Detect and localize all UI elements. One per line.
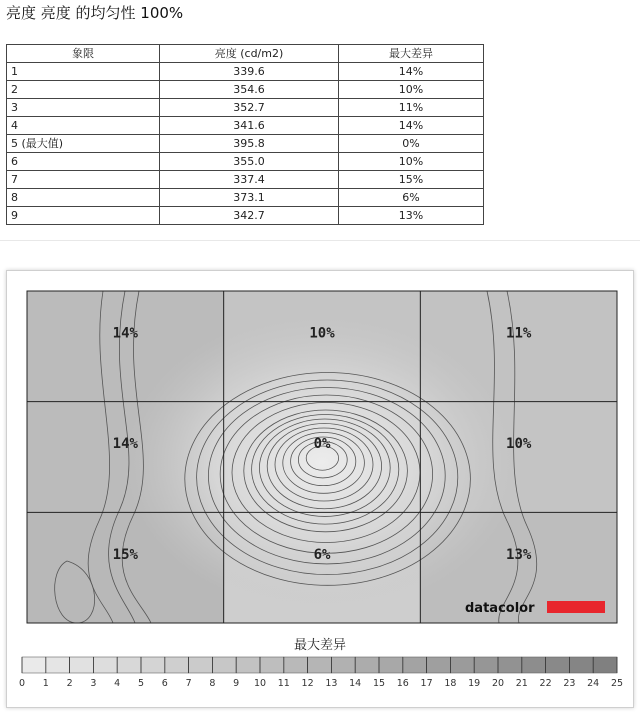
legend-tick-label: 13 bbox=[325, 678, 338, 689]
uniformity-heatmap bbox=[7, 271, 633, 707]
cell-max-diff: 15% bbox=[339, 171, 484, 189]
legend-tick-label: 17 bbox=[420, 678, 433, 689]
legend-tick-label: 24 bbox=[587, 678, 600, 689]
legend-swatch bbox=[46, 657, 70, 673]
legend-swatch bbox=[236, 657, 260, 673]
cell-quadrant: 3 bbox=[7, 99, 160, 117]
legend-tick-label: 20 bbox=[491, 678, 505, 689]
cell-luminance: 354.6 bbox=[160, 81, 339, 99]
cell-label-quadrant-1: 14% bbox=[112, 325, 138, 342]
legend-swatch bbox=[189, 657, 213, 673]
cell-max-diff: 0% bbox=[339, 135, 484, 153]
legend-tick-label: 1 bbox=[42, 678, 49, 689]
cell-quadrant: 9 bbox=[7, 207, 160, 225]
legend-tick-label: 23 bbox=[563, 678, 576, 689]
legend-swatch bbox=[260, 657, 284, 673]
legend-swatch bbox=[308, 657, 332, 673]
legend-tick-label: 25 bbox=[610, 678, 624, 689]
cell-quadrant: 8 bbox=[7, 189, 160, 207]
datacolor-logo-bar bbox=[547, 601, 605, 613]
datacolor-logo: datacolor bbox=[465, 601, 535, 616]
cell-luminance: 337.4 bbox=[160, 171, 339, 189]
legend-tick-label: 6 bbox=[161, 678, 168, 689]
legend-swatch bbox=[331, 657, 355, 673]
table-header-row bbox=[7, 45, 484, 63]
cell-quadrant: 6 bbox=[7, 153, 160, 171]
cell-quadrant: 2 bbox=[7, 81, 160, 99]
column-header-quadrant: 象限 bbox=[7, 45, 160, 63]
cell-max-diff: 14% bbox=[339, 63, 484, 81]
legend-swatch bbox=[284, 657, 308, 673]
legend-tick-label: 15 bbox=[372, 678, 386, 689]
legend-tick-label: 8 bbox=[209, 678, 216, 689]
legend-tick-label: 10 bbox=[253, 678, 267, 689]
page-title: 亮度 亮度 的均匀性 100% bbox=[6, 4, 184, 22]
cell-label-quadrant-2: 10% bbox=[309, 325, 335, 342]
table-row bbox=[7, 189, 484, 207]
legend-title: 最大差异 bbox=[293, 638, 347, 653]
legend-swatch bbox=[522, 657, 546, 673]
table-row bbox=[7, 63, 484, 81]
legend-swatch bbox=[427, 657, 451, 673]
cell-label-quadrant-4: 14% bbox=[112, 436, 138, 453]
legend-swatch bbox=[474, 657, 498, 673]
legend-swatch bbox=[546, 657, 570, 673]
cell-label-quadrant-5: 0% bbox=[313, 436, 331, 453]
legend-tick-label: 18 bbox=[444, 678, 457, 689]
legend-swatch bbox=[450, 657, 474, 673]
legend-swatch bbox=[70, 657, 94, 673]
cell-max-diff: 13% bbox=[339, 207, 484, 225]
cell-label-quadrant-8: 6% bbox=[313, 546, 331, 563]
legend-tick-label: 21 bbox=[515, 678, 528, 689]
table-row bbox=[7, 153, 484, 171]
legend-swatch bbox=[212, 657, 236, 673]
legend-tick-label: 11 bbox=[277, 678, 290, 689]
legend-tick-label: 3 bbox=[90, 678, 97, 689]
legend-swatch bbox=[593, 657, 617, 673]
legend-swatch bbox=[117, 657, 141, 673]
legend-tick-label: 22 bbox=[539, 678, 552, 689]
legend-tick-label: 16 bbox=[396, 678, 409, 689]
table-row bbox=[7, 81, 484, 99]
cell-max-diff: 10% bbox=[339, 153, 484, 171]
legend-swatch bbox=[141, 657, 165, 673]
legend-tick-label: 9 bbox=[233, 678, 240, 689]
cell-luminance: 373.1 bbox=[160, 189, 339, 207]
legend-tick-label: 2 bbox=[66, 678, 73, 689]
legend-tick-label: 5 bbox=[137, 678, 145, 689]
uniformity-chart-card bbox=[6, 270, 634, 708]
legend-tick-label: 0 bbox=[18, 678, 26, 689]
cell-label-quadrant-6: 10% bbox=[506, 436, 532, 453]
cell-quadrant: 7 bbox=[7, 171, 160, 189]
table-row bbox=[7, 171, 484, 189]
cell-quadrant: 4 bbox=[7, 117, 160, 135]
legend-swatch bbox=[403, 657, 427, 673]
legend-tick-label: 4 bbox=[114, 678, 121, 689]
column-header-max-diff: 最大差异 bbox=[339, 45, 484, 63]
cell-luminance: 355.0 bbox=[160, 153, 339, 171]
quadrant-table-card bbox=[0, 30, 640, 240]
cell-label-quadrant-3: 11% bbox=[506, 325, 532, 342]
legend-tick-label: 7 bbox=[185, 678, 192, 689]
legend-swatch bbox=[498, 657, 522, 673]
legend-swatch bbox=[22, 657, 46, 673]
cell-max-diff: 14% bbox=[339, 117, 484, 135]
cell-quadrant: 5 (最大值) bbox=[7, 135, 160, 153]
cell-max-diff: 11% bbox=[339, 99, 484, 117]
cell-luminance: 352.7 bbox=[160, 99, 339, 117]
cell-max-diff: 6% bbox=[339, 189, 484, 207]
cell-quadrant: 1 bbox=[7, 63, 160, 81]
table-row bbox=[7, 135, 484, 153]
cell-label-quadrant-7: 15% bbox=[112, 546, 138, 563]
cell-luminance: 342.7 bbox=[160, 207, 339, 225]
legend-swatch bbox=[569, 657, 593, 673]
table-row bbox=[7, 117, 484, 135]
legend-tick-label: 19 bbox=[468, 678, 481, 689]
cell-luminance: 339.6 bbox=[160, 63, 339, 81]
legend-swatch bbox=[379, 657, 403, 673]
table-row bbox=[7, 99, 484, 117]
quadrant-table bbox=[6, 44, 484, 225]
cell-luminance: 341.6 bbox=[160, 117, 339, 135]
column-header-luminance: 亮度 (cd/m2) bbox=[160, 45, 339, 63]
legend-tick-label: 14 bbox=[349, 678, 362, 689]
cell-max-diff: 10% bbox=[339, 81, 484, 99]
cell-label-quadrant-9: 13% bbox=[506, 546, 532, 563]
legend-tick-label: 12 bbox=[301, 678, 314, 689]
legend-swatch bbox=[165, 657, 189, 673]
heatmap-peak-glow bbox=[125, 313, 518, 612]
legend-swatch bbox=[93, 657, 117, 673]
cell-luminance: 395.8 bbox=[160, 135, 339, 153]
legend-swatch bbox=[355, 657, 379, 673]
table-row bbox=[7, 207, 484, 225]
